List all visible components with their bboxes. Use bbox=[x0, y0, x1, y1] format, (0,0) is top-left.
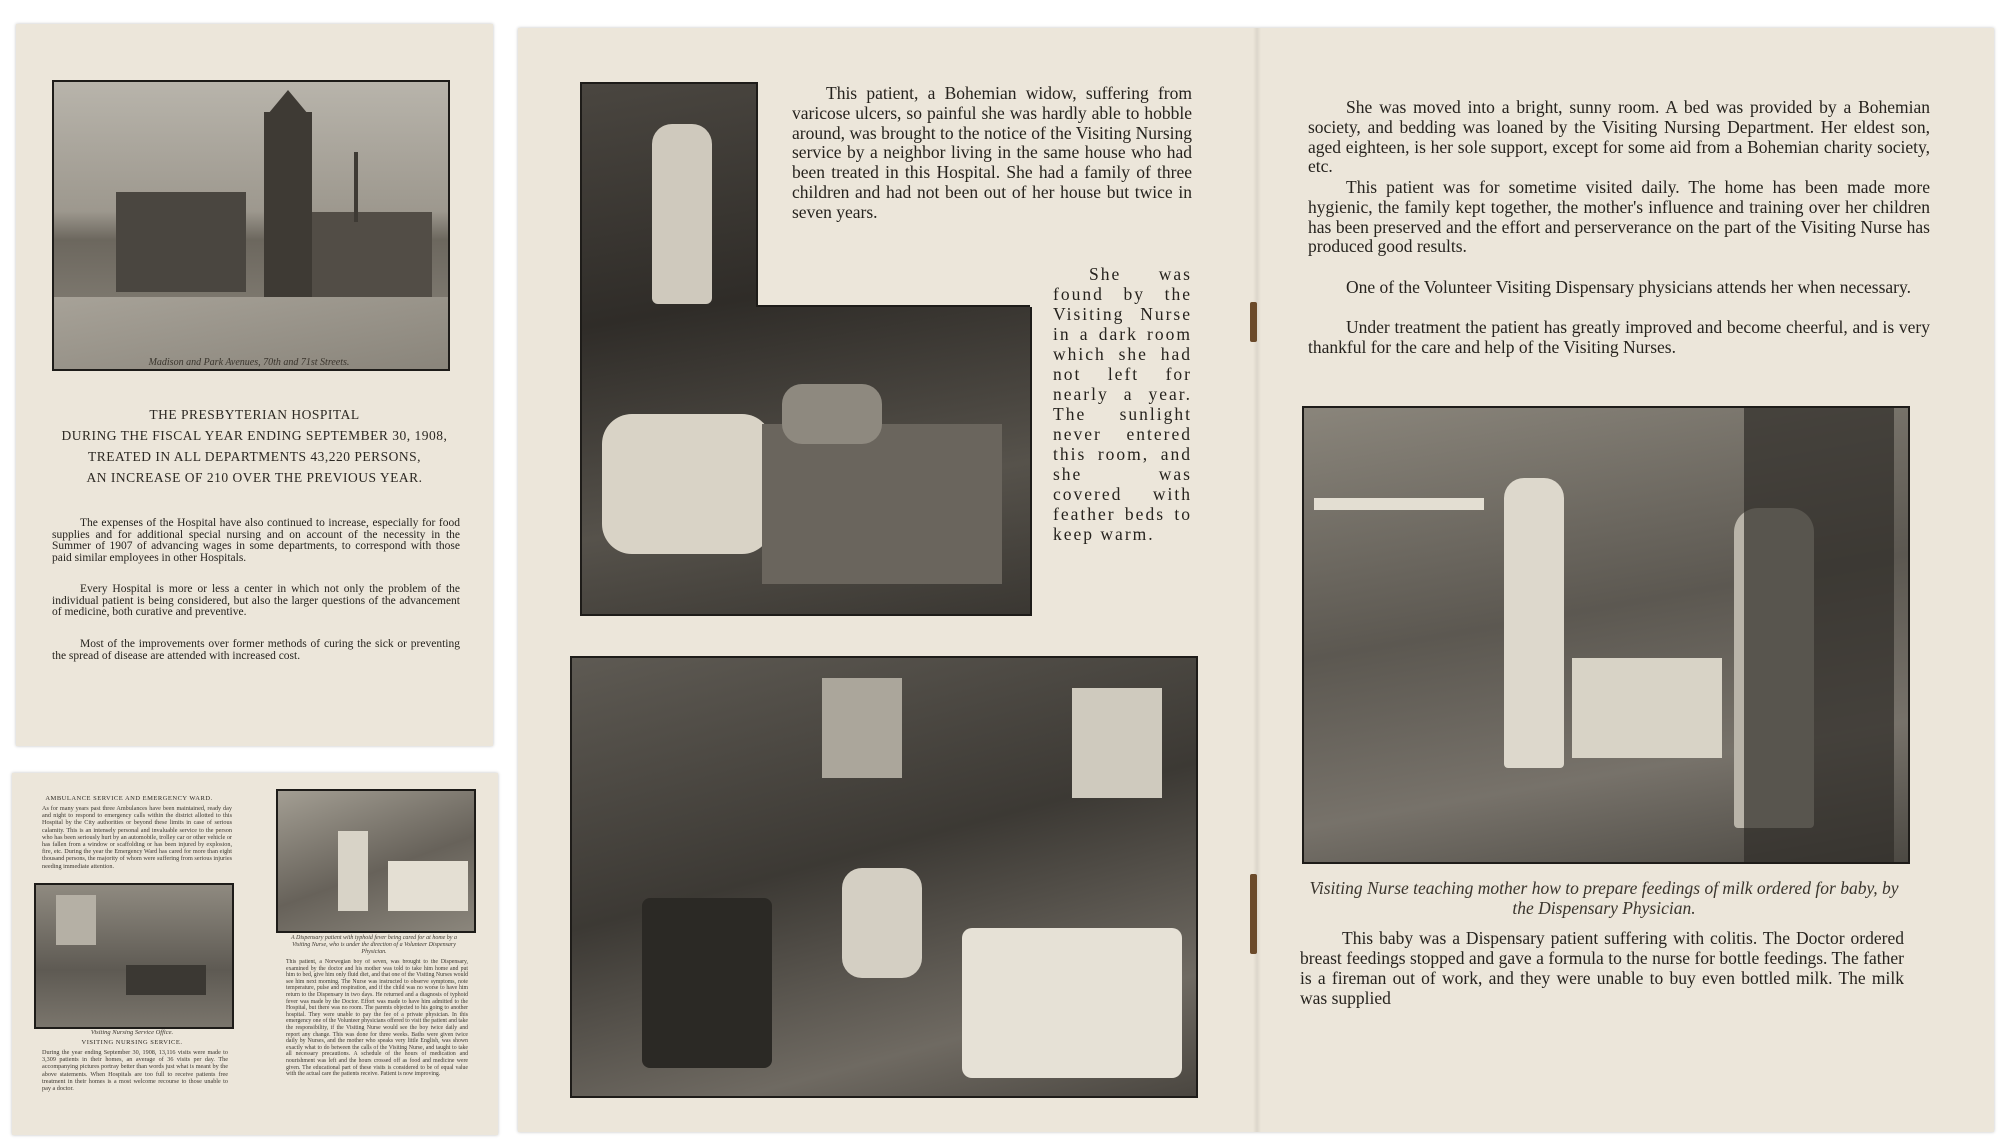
typhoid-patient-text: This patient, a Norwegian boy of seven, was brought to the Dispensary, examined by the doctor and his mother was told to take him home and put him to bed, give him only fluid diet, and that one of the Visiting Nurses would see him next morning. The Nurse was instructed to observe symptoms, note temperature, pulse and respiration, and if the child was no worse to have him return to the Dispensary in two days. He returned and a diagnosis of typhoid fever was made by the Doctor. Effort was made to have him admitted to the Hospital, but there was no room. The parents objected to his going to another hospital. They were unable to pay the fee of a private physician. In this emergency one of the Volunteer physicians offered to visit the patient and take the responsibility, if the Visiting Nurse would see the boy twice daily and report any change. This was done for three weeks. Baths were given twice daily by Nurses, and the mother who speaks very little English, was shown exactly what to do between the calls of the Visiting Nurse, and taught to take all necessary precautions. A schedule of the hours of medication and nourishment was left and the hours crossed off as food and medicine were given. The educational part of these visits is considered to be of equal value with the actual care the patients receive. Patient is now improving. bbox=[286, 959, 468, 1078]
widow-followup-paragraph-1: She was moved into a bright, sunny room. A bed was provided by a Bohemian society, and bedding was loaned by the Visiting Nursing Department. Her eldest son, aged eighteen, is her sole support, except for some aid from a Bohemian charity society, etc. bbox=[1308, 97, 1930, 177]
nurse-teaching-mother-photo bbox=[1302, 406, 1910, 864]
main-spread bbox=[518, 28, 1994, 1132]
cover-headline-3: TREATED IN ALL DEPARTMENTS 43,220 PERSONS, bbox=[87, 449, 422, 464]
widow-followup-paragraph-2: This patient was for sometime visited daily. The home has been made more hygienic, the family kept together, the mother's influence and training over her children has been preserved and the effort and perserverance on the part of the Visiting Nurse has produced good results. bbox=[1308, 177, 1930, 257]
cover-headline-1: THE PRESBYTERIAN HOSPITAL bbox=[149, 407, 360, 422]
visiting-nurse-bedroom-photo bbox=[570, 656, 1198, 1098]
widow-text-top: This patient, a Bohemian widow, suffering from varicose ulcers, so painful she was hardly able to hobble around, was brought to the notice of the Visiting Nursing service by a neighbor living in the same house who had been treated in this Hospital. She had a family of three children and had not been out of her house but twice in seven years. bbox=[792, 83, 1192, 222]
cover-paragraph-2: Every Hospital is more or less a center in which not only the problem of the individual patient is being considered, but also the larger questions of the advancement of medicine, both curative and preventive. bbox=[52, 583, 460, 618]
widow-text-side: She was found by the Visiting Nurse in a dark room which she had not left for nearly a year. The sunlight never entered this room, and she was covered with feather beds to keep warm. bbox=[1053, 264, 1192, 544]
nurse-teaching-caption: Visiting Nurse teaching mother how to prepare feedings of milk ordered for baby, by the Dispensary Physician. bbox=[1309, 878, 1899, 918]
widow-followup-paragraph-3: One of the Volunteer Visiting Dispensary physicians attends her when necessary. bbox=[1346, 277, 1911, 297]
typhoid-patient-photo bbox=[276, 789, 476, 933]
nursing-office-caption: Visiting Nursing Service Office. bbox=[90, 1029, 174, 1036]
widow-followup-paragraph-4: Under treatment the patient has greatly improved and become cheerful, and is very thankful for the care and help of the Visiting Nurses. bbox=[1308, 317, 1930, 357]
ambulance-text: As for many years past three Ambulances have been maintained, ready day and night to respond to emergency calls within the district allotted to this Hospital by the City authorities or beyond these limits in case of serious calamity. This is an intensely personal and invaluable service to the person who has been seriously hurt by an automobile, trolley car or other vehicle or has fallen from a window or scaffolding or has been injured by explosion, fire, etc. During the year the Emergency Ward has cared for more than eight thousand persons, the majority of whom were suffering from serious injuries needing immediate attention. bbox=[42, 805, 232, 870]
nursing-office-photo bbox=[34, 883, 234, 1029]
visiting-nursing-text: During the year ending September 30, 1908, 13,116 visits were made to 3,309 patients in their homes, an average of 36 visits per day. The accompanying pictures portray better than words just what is meant by the above statements. When Hospitals are too full to receive patients free treatment in their homes is a most welcome recourse to those unable to pay a doctor. bbox=[42, 1049, 228, 1093]
cover-headline-4: AN INCREASE OF 210 OVER THE PREVIOUS YEAR. bbox=[86, 470, 423, 485]
thumbnail-spread bbox=[12, 773, 498, 1135]
typhoid-patient-caption: A Dispensary patient with typhoid fever being cared for at home by a Visiting Nurse, who is under the direction of a Volunteer Dispensary Physician. bbox=[291, 935, 457, 955]
visiting-nursing-heading: VISITING NURSING SERVICE. bbox=[81, 1039, 183, 1046]
colitis-baby-text: This baby was a Dispensary patient suffering with colitis. The Doctor ordered breast feedings stopped and gave a formula to the nurse for bottle feedings. The father is a fireman out of work, and they were unable to buy even bottled milk. The milk was supplied bbox=[1300, 928, 1904, 1008]
hospital-photo bbox=[52, 80, 450, 371]
hospital-photo-caption: Madison and Park Avenues, 70th and 71st Streets. bbox=[148, 357, 350, 368]
ambulance-heading: AMBULANCE SERVICE AND EMERGENCY WARD. bbox=[45, 795, 213, 802]
cover-paragraph-3: Most of the improvements over former methods of curing the sick or preventing the spread of disease are attended with increased cost. bbox=[52, 638, 460, 662]
cover-headline-2: DURING THE FISCAL YEAR ENDING SEPTEMBER 30, 1908, bbox=[61, 428, 448, 443]
cover-paragraph-1: The expenses of the Hospital have also continued to increase, especially for food supplies and for additional special nursing and on account of the necessity in the Summer of 1907 of advancing wages in some departments, to correspond with those paid similar employees in other Hospitals. bbox=[52, 517, 460, 564]
cover-page bbox=[16, 24, 493, 746]
